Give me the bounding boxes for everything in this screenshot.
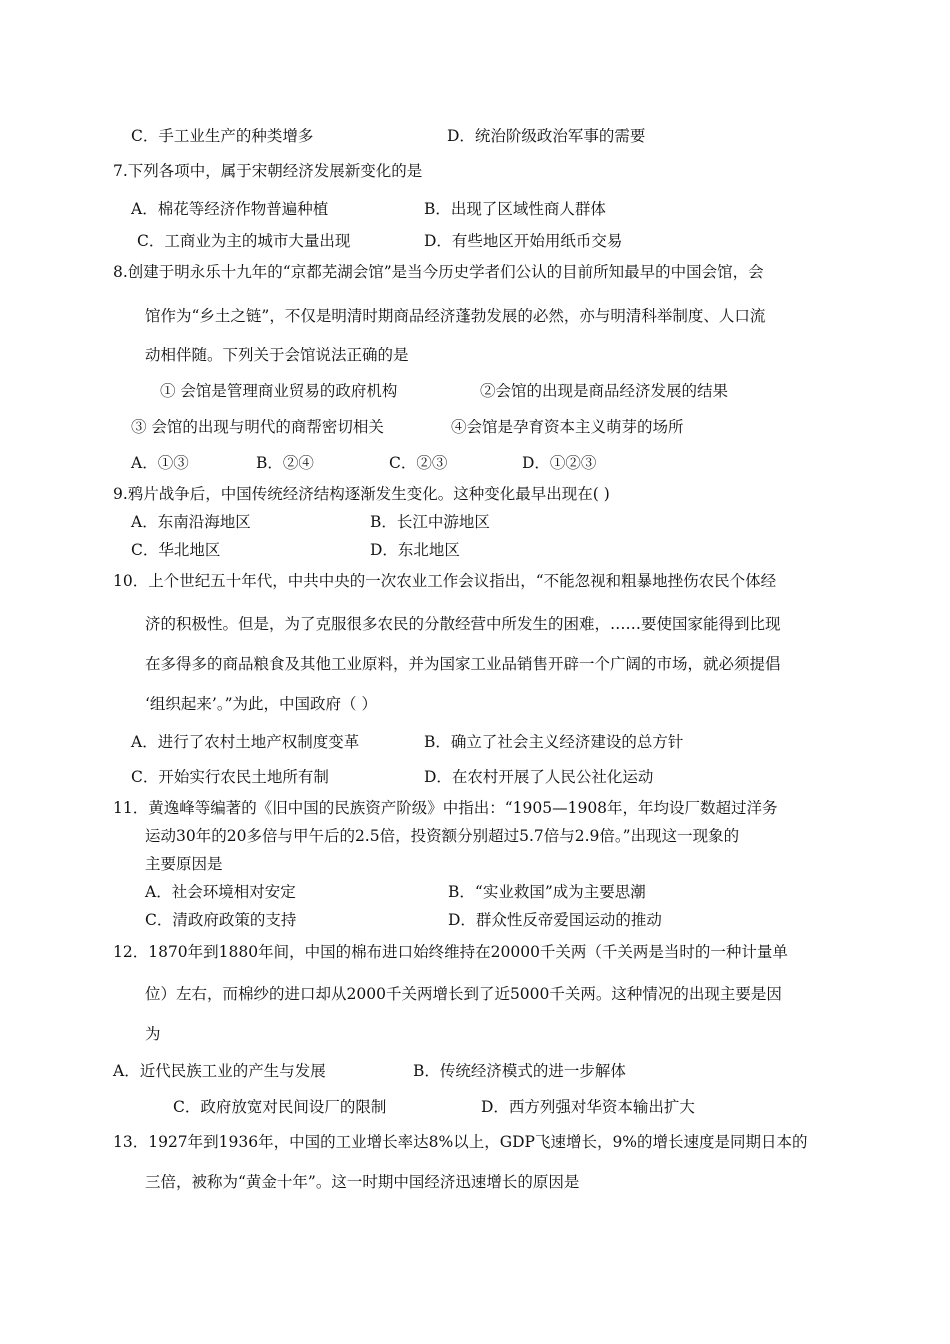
q10-stem: ‘组织起来’。”为此，中国政府（ ） [145,695,377,713]
q11-stem: 11．黄逸峰等编著的《旧中国的民族资产阶级》中指出：“1905—1908年，年均设厂数超过洋务 [113,799,778,817]
q12-stem: 12．1870年到1880年间，中国的棉布进口始终维持在20000千关两（千关两是当时的一种计量单 [113,943,788,961]
q9-stem: 9.鸦片战争后，中国传统经济结构逐渐发生变化。这种变化最早出现在( ) [113,485,610,503]
q12-options-row: C．政府放宽对民间设厂的限制 D．西方列强对华资本输出扩大 [173,1098,695,1116]
q13-stem: 三倍，被称为“黄金十年”。这一时期中国经济迅速增长的原因是 [145,1173,580,1191]
q11-options-row: C．清政府政策的支持 D．群众性反帝爱国运动的推动 [145,911,662,929]
q10-stem: 济的积极性。但是，为了克服很多农民的分散经营中所发生的困难，……要使国家能得到比现 [145,615,781,633]
q9-options-row: A．东南沿海地区 B．长江中游地区 [131,513,490,531]
q12-stem: 位）左右，而棉纱的进口却从2000千关两增长到了近5000千关两。这种情况的出现主要是因 [145,985,782,1003]
q8-stem: 动相伴随。下列关于会馆说法正确的是 [145,346,409,364]
q8-stem: 8.创建于明永乐十九年的“京都芜湖会馆”是当今历史学者们公认的目前所知最早的中国会馆，会 [113,263,764,281]
q11-options-row: A．社会环境相对安定 B．“实业救国”成为主要思潮 [145,883,646,901]
q8-stem: 馆作为“乡土之链”，不仅是明清时期商品经济蓬勃发展的必然，亦与明清科举制度、人口流 [145,307,766,325]
q8-statements-row: ③ 会馆的出现与明代的商帮密切相关 ④会馆是孕育资本主义萌芽的场所 [131,418,684,436]
q11-stem: 主要原因是 [145,855,223,873]
q8-options-row: A．①③ B．②④ C．②③ D．①②③ [131,454,597,472]
q7-stem: 7.下列各项中，属于宋朝经济发展新变化的是 [113,162,423,180]
q9-options-row: C．华北地区 D．东北地区 [131,541,460,559]
q7-options-row: C．工商业为主的城市大量出现 D．有些地区开始用纸币交易 [137,232,623,250]
q11-stem: 运动30年的20多倍与甲午后的2.5倍，投资额分别超过5.7倍与2.9倍。”出现这一现象的 [145,827,740,845]
q8-statements-row: ① 会馆是管理商业贸易的政府机构 ②会馆的出现是商品经济发展的结果 [160,382,729,400]
q10-stem: 在多得多的商品粮食及其他工业原料，并为国家工业品销售开辟一个广阔的市场，就必须提倡 [145,655,781,673]
q10-options-row: A．进行了农村土地产权制度变革 B．确立了社会主义经济建设的总方针 [131,733,684,751]
q10-options-row: C．开始实行农民土地所有制 D．在农村开展了人民公社化运动 [131,768,654,786]
q13-stem: 13．1927年到1936年，中国的工业增长率达8%以上，GDP飞速增长，9%的增长速度是同期日本的 [113,1133,808,1151]
q7-options-row: A．棉花等经济作物普遍种植 B．出现了区域性商人群体 [131,200,606,218]
q6-options-row: C．手工业生产的种类增多 D．统治阶级政治军事的需要 [131,127,646,145]
q12-stem: 为 [145,1025,161,1043]
q12-options-row: A．近代民族工业的产生与发展 B．传统经济模式的进一步解体 [113,1062,626,1080]
q10-stem: 10．上个世纪五十年代，中共中央的一次农业工作会议指出，“不能忽视和粗暴地挫伤农民个体经 [113,572,777,590]
